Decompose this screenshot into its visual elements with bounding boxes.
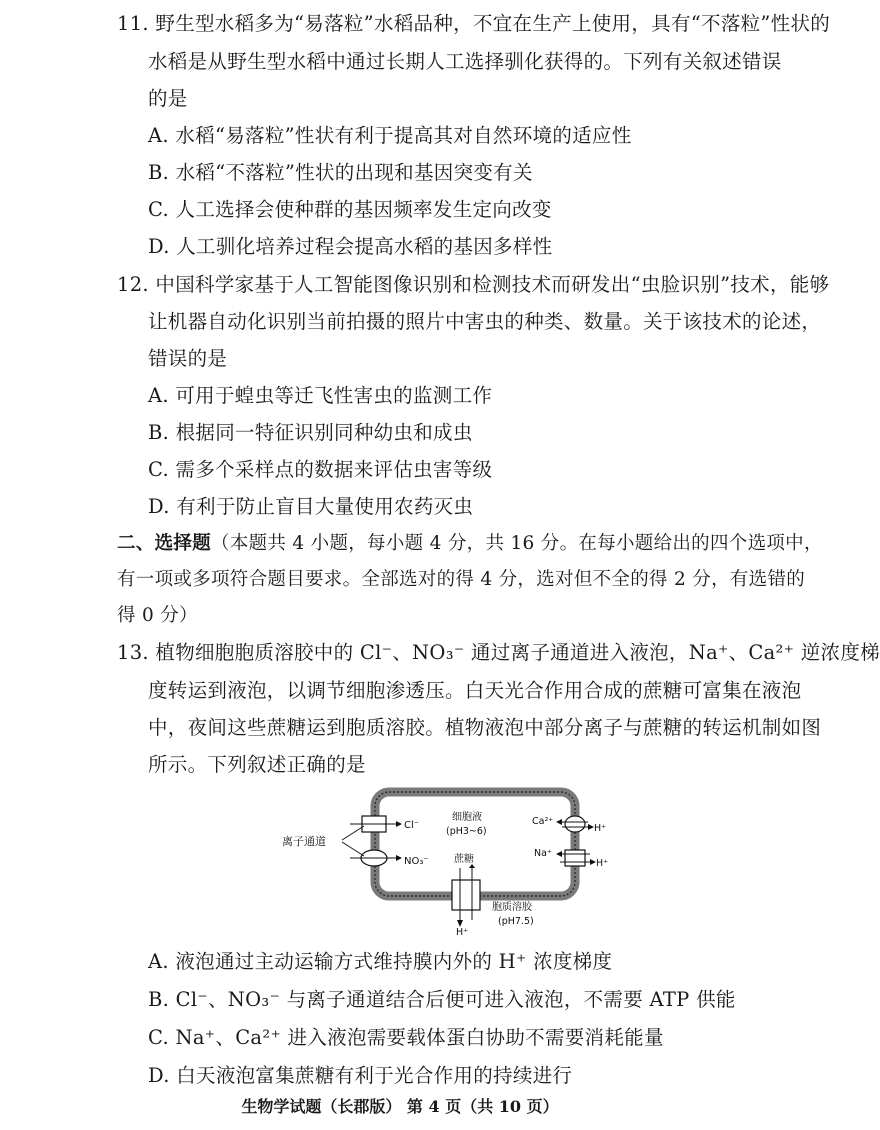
- q13-stem-line3: 中，夜间这些蔗糖运到胞质溶胶。植物液泡中部分离子与蔗糖的转运机制如图: [148, 716, 822, 739]
- page-footer: 生物学试题（长郡版） 第 4 页（共 10 页）: [241, 1097, 559, 1116]
- q12-stem-line1: 12. 中国科学家基于人工智能图像识别和检测技术而研发出“虫脸识别”技术，能够: [117, 273, 830, 296]
- vacuole-ph-label: (pH3~6): [446, 826, 487, 837]
- section2-instruction-line2: 有一项或多项符合题目要求。全部选对的得 4 分，选对但不全的得 2 分，有选错的: [117, 569, 806, 590]
- channel-pointer-1: [342, 826, 364, 840]
- q12-option-a: A. 可用于蝗虫等迁飞性害虫的监测工作: [148, 384, 493, 407]
- q13-stem-line4: 所示。下列叙述正确的是: [148, 753, 366, 776]
- vacuole-transport-diagram: [280, 782, 620, 937]
- q13-option-b: B. Cl⁻、NO₃⁻ 与离子通道结合后便可进入液泡，不需要 ATP 供能: [148, 988, 736, 1011]
- q11-stem-line1: 11. 野生型水稻多为“易落粒”水稻品种，不宜在生产上使用，具有“不落粒”性状的: [117, 12, 831, 35]
- section2-instruction-text: （本题共 4 小题，每小题 4 分，共 16 分。在每小题给出的四个选项中，: [211, 533, 823, 554]
- q11-stem-line2: 水稻是从野生型水稻中通过长期人工选择驯化获得的。下列有关叙述错误: [148, 50, 782, 73]
- q13-stem-line1: 13. 植物细胞胞质溶胶中的 Cl⁻、NO₃⁻ 通过离子通道进入液泡，Na⁺、Ca²⁺ 逆浓度梯: [117, 641, 880, 664]
- q12-option-c: C. 需多个采样点的数据来评估虫害等级: [148, 458, 493, 481]
- ca-ion-label: Ca²⁺: [532, 816, 554, 827]
- sucrose-label: 蔗糖: [454, 854, 474, 865]
- sucrose-transporter: [452, 864, 480, 927]
- q13-option-c: C. Na⁺、Ca²⁺ 进入液泡需要载体蛋白协助不需要消耗能量: [148, 1026, 664, 1049]
- q11-option-c: C. 人工选择会使种群的基因频率发生定向改变: [148, 198, 552, 221]
- cytosol-ph-label: (pH7.5): [498, 916, 534, 927]
- q12-stem-line3: 错误的是: [148, 347, 228, 370]
- na-h-antiporter: [556, 850, 596, 866]
- ca-h-antiporter: [556, 816, 594, 832]
- q13-stem-line2: 度转运到液泡，以调节细胞渗透压。白天光合作用合成的蔗糖可富集在液泡: [148, 679, 802, 702]
- vacuole-sap-label: 细胞液: [452, 812, 482, 823]
- q13-option-d: D. 白天液泡富集蔗糖有利于光合作用的持续进行: [148, 1064, 573, 1087]
- cytosol-label: 胞质溶胶: [492, 902, 532, 913]
- q13-option-a: A. 液泡通过主动运输方式维持膜内外的 H⁺ 浓度梯度: [148, 950, 613, 973]
- ca-h-ion-label: H⁺: [594, 823, 607, 834]
- sucrose-h-ion-label: H⁺: [456, 927, 469, 938]
- q11-option-d: D. 人工驯化培养过程会提高水稻的基因多样性: [148, 235, 553, 258]
- section2-instruction-line3: 得 0 分）: [117, 605, 198, 626]
- q11-option-a: A. 水稻“易落粒”性状有利于提高其对自然环境的适应性: [148, 124, 632, 147]
- section2-instruction-line1: [117, 532, 823, 556]
- no3-ion-label: NO₃⁻: [404, 856, 429, 867]
- section2-title: 二、选择题: [117, 533, 212, 554]
- q12-option-d: D. 有利于防止盲目大量使用农药灭虫: [148, 495, 474, 518]
- channel-pointer-2: [342, 842, 364, 856]
- na-h-ion-label: H⁺: [596, 858, 609, 869]
- q11-stem-line3: 的是: [148, 87, 188, 110]
- na-ion-label: Na⁺: [534, 848, 552, 859]
- ion-channel-label: 离子通道: [282, 835, 326, 848]
- q11-option-b: B. 水稻“不落粒”性状的出现和基因突变有关: [148, 161, 533, 184]
- q12-stem-line2: 让机器自动化识别当前拍摄的照片中害虫的种类、数量。关于该技术的论述，: [148, 310, 822, 333]
- cl-ion-label: Cl⁻: [404, 820, 420, 831]
- q12-option-b: B. 根据同一特征识别同种幼虫和成虫: [148, 421, 473, 444]
